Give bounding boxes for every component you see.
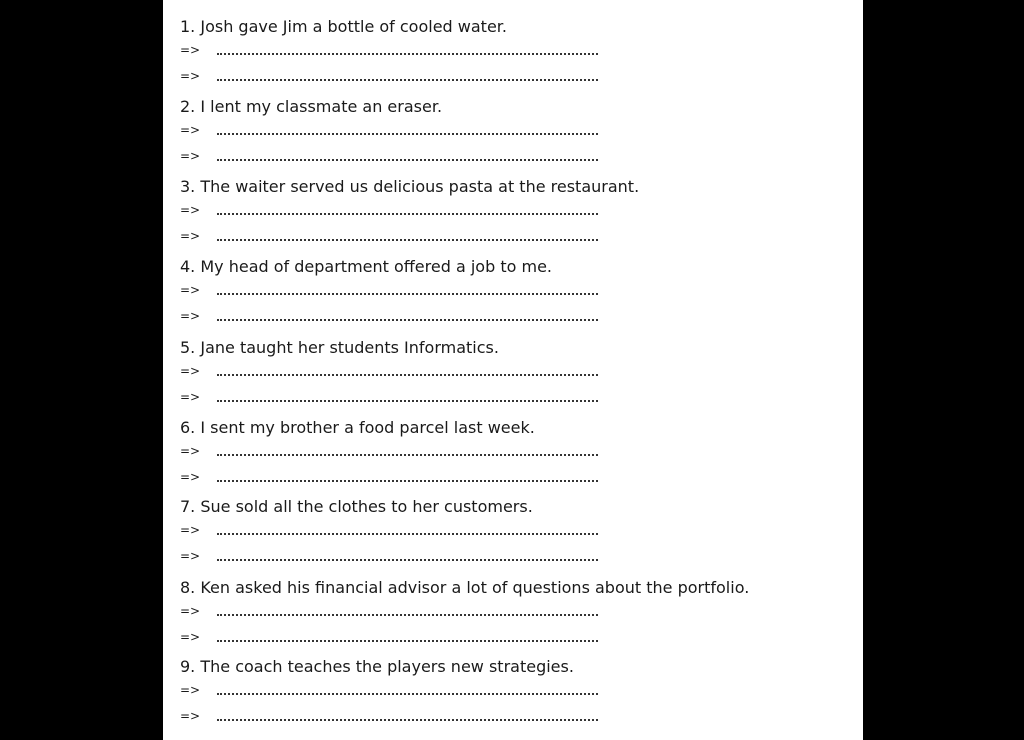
answer-line[interactable] — [180, 120, 620, 140]
answer-line[interactable] — [180, 441, 620, 461]
exercise-item — [180, 16, 840, 96]
answer-arrow: => — [180, 709, 201, 723]
exercise-sentence: 2. I lent my classmate an eraser. — [180, 97, 443, 116]
answer-line[interactable] — [180, 146, 620, 166]
answer-line[interactable] — [180, 601, 620, 621]
answer-blank[interactable] — [217, 559, 598, 561]
answer-blank[interactable] — [217, 480, 598, 482]
exercise-sentence: 5. Jane taught her students Informatics. — [180, 338, 499, 357]
answer-blank[interactable] — [217, 533, 598, 535]
answer-blank[interactable] — [217, 213, 598, 215]
answer-blank[interactable] — [217, 614, 598, 616]
answer-blank[interactable] — [217, 374, 598, 376]
answer-blank[interactable] — [217, 693, 598, 695]
answer-arrow: => — [180, 470, 201, 484]
exercise-item — [180, 656, 840, 736]
exercise-sentence: 8. Ken asked his financial advisor a lot of questions about the portfolio. — [180, 578, 750, 597]
answer-line[interactable] — [180, 306, 620, 326]
exercise-sentence: 7. Sue sold all the clothes to her customers. — [180, 497, 533, 516]
exercise-item — [180, 256, 840, 336]
answer-arrow: => — [180, 683, 201, 697]
exercise-item — [180, 417, 840, 497]
answer-blank[interactable] — [217, 293, 598, 295]
answer-arrow: => — [180, 604, 201, 618]
exercise-item — [180, 337, 840, 417]
answer-line[interactable] — [180, 361, 620, 381]
answer-arrow: => — [180, 283, 201, 297]
exercise-item — [180, 96, 840, 176]
exercise-item — [180, 496, 840, 576]
answer-arrow: => — [180, 630, 201, 644]
answer-arrow: => — [180, 309, 201, 323]
answer-arrow: => — [180, 444, 201, 458]
answer-arrow: => — [180, 149, 201, 163]
answer-line[interactable] — [180, 200, 620, 220]
exercise-sentence: 1. Josh gave Jim a bottle of cooled water. — [180, 17, 507, 36]
exercise-sentence: 6. I sent my brother a food parcel last week. — [180, 418, 535, 437]
answer-arrow: => — [180, 43, 201, 57]
answer-arrow: => — [180, 229, 201, 243]
answer-blank[interactable] — [217, 400, 598, 402]
answer-line[interactable] — [180, 520, 620, 540]
exercise-sentence: 4. My head of department offered a job to me. — [180, 257, 552, 276]
answer-line[interactable] — [180, 66, 620, 86]
answer-arrow: => — [180, 364, 201, 378]
answer-blank[interactable] — [217, 454, 598, 456]
answer-line[interactable] — [180, 706, 620, 726]
answer-blank[interactable] — [217, 319, 598, 321]
answer-line[interactable] — [180, 546, 620, 566]
answer-line[interactable] — [180, 40, 620, 60]
answer-line[interactable] — [180, 680, 620, 700]
answer-arrow: => — [180, 123, 201, 137]
answer-arrow: => — [180, 69, 201, 83]
answer-arrow: => — [180, 523, 201, 537]
worksheet-page — [163, 0, 863, 740]
answer-blank[interactable] — [217, 640, 598, 642]
exercise-sentence: 3. The waiter served us delicious pasta at the restaurant. — [180, 177, 640, 196]
answer-line[interactable] — [180, 627, 620, 647]
answer-arrow: => — [180, 203, 201, 217]
answer-blank[interactable] — [217, 53, 598, 55]
answer-blank[interactable] — [217, 719, 598, 721]
answer-blank[interactable] — [217, 159, 598, 161]
answer-line[interactable] — [180, 387, 620, 407]
answer-line[interactable] — [180, 280, 620, 300]
answer-line[interactable] — [180, 467, 620, 487]
answer-blank[interactable] — [217, 133, 598, 135]
exercise-item — [180, 577, 840, 657]
exercise-sentence: 9. The coach teaches the players new strategies. — [180, 657, 574, 676]
answer-blank[interactable] — [217, 239, 598, 241]
answer-arrow: => — [180, 390, 201, 404]
answer-blank[interactable] — [217, 79, 598, 81]
answer-arrow: => — [180, 549, 201, 563]
answer-line[interactable] — [180, 226, 620, 246]
exercise-item — [180, 176, 840, 256]
